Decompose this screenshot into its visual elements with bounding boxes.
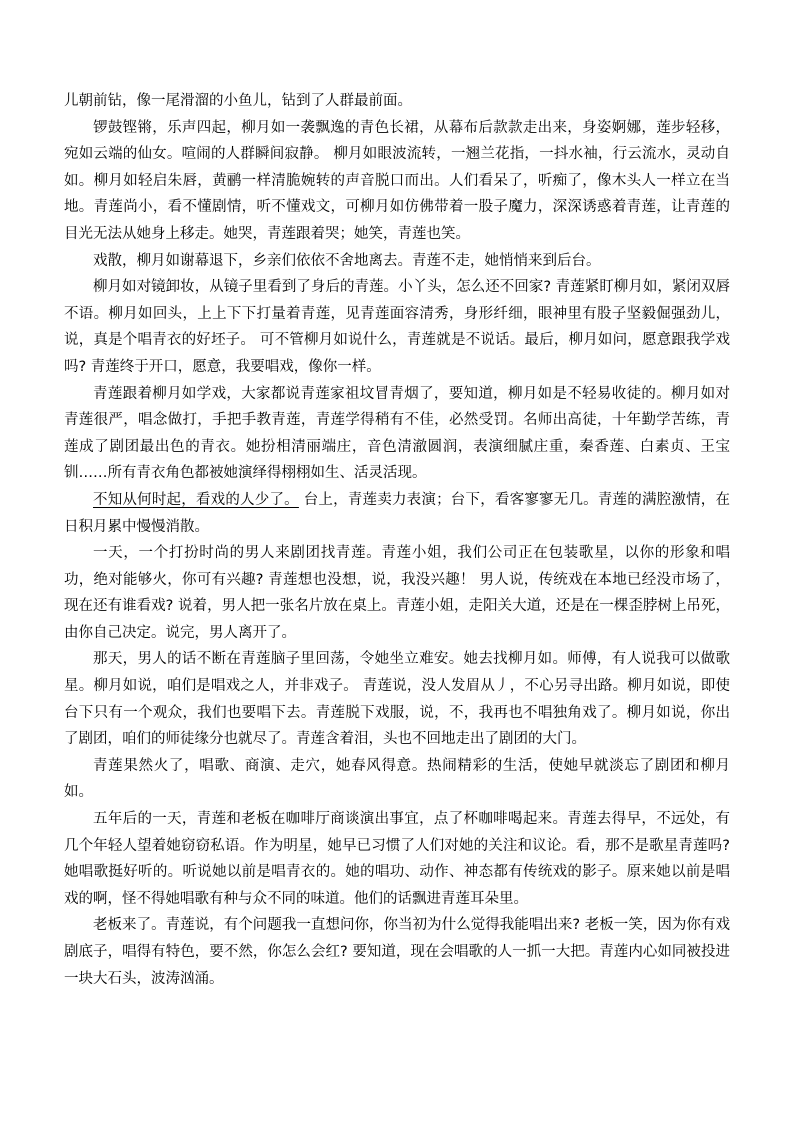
article-body xyxy=(64,88,730,992)
paragraph-boss: 老板来了。青莲说，有个问题我一直想问你，你当初为什么觉得我能唱出来? 老板一笑，因为你有戏剧底子，唱得有特色，要不然，你怎么会红? 要知道，现在会唱歌的人一抓一大把。青莲内心如同被投进一块大石头，波涛汹涌。 xyxy=(64,917,730,987)
paragraph-mirror: 柳月如对镜卸妆，从镜子里看到了身后的青莲。小丫头，怎么还不回家? 青莲紧盯柳月如，紧闭双唇不语。柳月如回头，上上下下打量着青莲，见青莲面容清秀，身形纤细，眼神里有股子坚毅倔强劲儿，说，真是个唱青衣的好坯子。 可不管柳月如说什么，青莲就是不说话。最后，柳月如问，愿意跟我学戏吗? 青莲终于开口，愿意，我要唱戏，像你一样。 xyxy=(64,279,730,375)
paragraph-apprenticeship: 青莲跟着柳月如学戏，大家都说青莲家祖坟冒青烟了，要知道，柳月如是不轻易收徒的。柳月如对青莲很严，唱念做打，手把手教青莲，青莲学得稍有不佳，必然受罚。名师出高徒，十年勤学苦练，青莲成了剧团最出色的青衣。她扮相清丽端庄，音色清澈圆润，表演细腻庄重，秦香莲、白素贞、王宝钏……所有青衣角色都被她演绎得栩栩如生、活灵活现。 xyxy=(64,385,730,482)
paragraph-decline xyxy=(64,487,730,540)
paragraph-offer: 一天，一个打扮时尚的男人来剧团找青莲。青莲小姐，我们公司正在包装歌星，以你的形象和唱功，绝对能够火，你可有兴趣? 青莲想也没想，说，我没兴趣！ 男人说，传统戏在本地已经没市场了，现在还有谁看戏? 说着，男人把一张名片放在桌上。青莲小姐，走阳关大道，还是在一棵歪脖树上吊死，由你自己决定。说完，男人离开了。 xyxy=(64,545,730,641)
paragraph-fame: 青莲果然火了，唱歌、商演、走穴，她春风得意。热闹精彩的生活，使她早就淡忘了剧团和柳月如。 xyxy=(64,757,730,801)
paragraph-backstage: 戏散，柳月如谢幕退下，乡亲们依依不舍地离去。青莲不走，她悄悄来到后台。 xyxy=(93,252,601,269)
underlined-sentence: 不知从何时起，看戏的人少了。 xyxy=(93,491,299,508)
paragraph-performance: 锣鼓铿锵，乐声四起，柳月如一袭飘逸的青色长裙，从幕布后款款走出来，身姿婀娜，莲步轻移，宛如云端的仙女。喧闹的人群瞬间寂静。 柳月如眼波流转，一翘兰花指，一抖水袖，行云流水，灵动自如。柳月如轻启朱唇，黄鹂一样清脆婉转的声音脱口而出。人们看呆了，听痴了，像木头人一样立在当地。青莲尚小，看不懂剧情，听不懂戏文，可柳月如仿佛带着一股子魔力，深深诱惑着青莲，让青莲的目光无法从她身上移走。她哭，青莲跟着哭；她笑，青莲也笑。 xyxy=(64,119,730,242)
paragraph-decline-text: 台上，青莲卖力表演；台下，看客寥寥无几。青莲的满腔激情，在日积月累中慢慢消散。 xyxy=(64,491,731,535)
paragraph-departure: 那天，男人的话不断在青莲脑子里回荡，令她坐立难安。她去找柳月如。师傅，有人说我可以做歌星。柳月如说，咱们是唱戏之人，并非戏子。 青莲说，没人发眉从丿，不心另寻出路。柳月如说，即使台下只有一个观众，我们也要唱下去。青莲脱下戏服，说，不，我再也不唱独角戏了。柳月如说，你出了剧团，咱们的师徒缘分也就尽了。青莲含着泪，头也不回地走出了剧团的大门。 xyxy=(64,651,730,748)
paragraph-cafe: 五年后的一天，青莲和老板在咖啡厅商谈演出事宜，点了杯咖啡喝起来。青莲去得早，不远处，有几个年轻人望着她窃窃私语。作为明星，她早已习惯了人们对她的关注和议论。看，那不是歌星青莲吗? 她唱歌挺好听的。听说她以前是唱青衣的。她的唱功、动作、神态都有传统戏的影子。原来她以前是唱戏的啊，怪不得她唱歌有种与众不同的味道。他们的话飘进青莲耳朵里。 xyxy=(64,811,730,907)
paragraph-continuation: 儿朝前钻，像一尾滑溜的小鱼儿，钻到了人群最前面。 xyxy=(64,93,412,109)
